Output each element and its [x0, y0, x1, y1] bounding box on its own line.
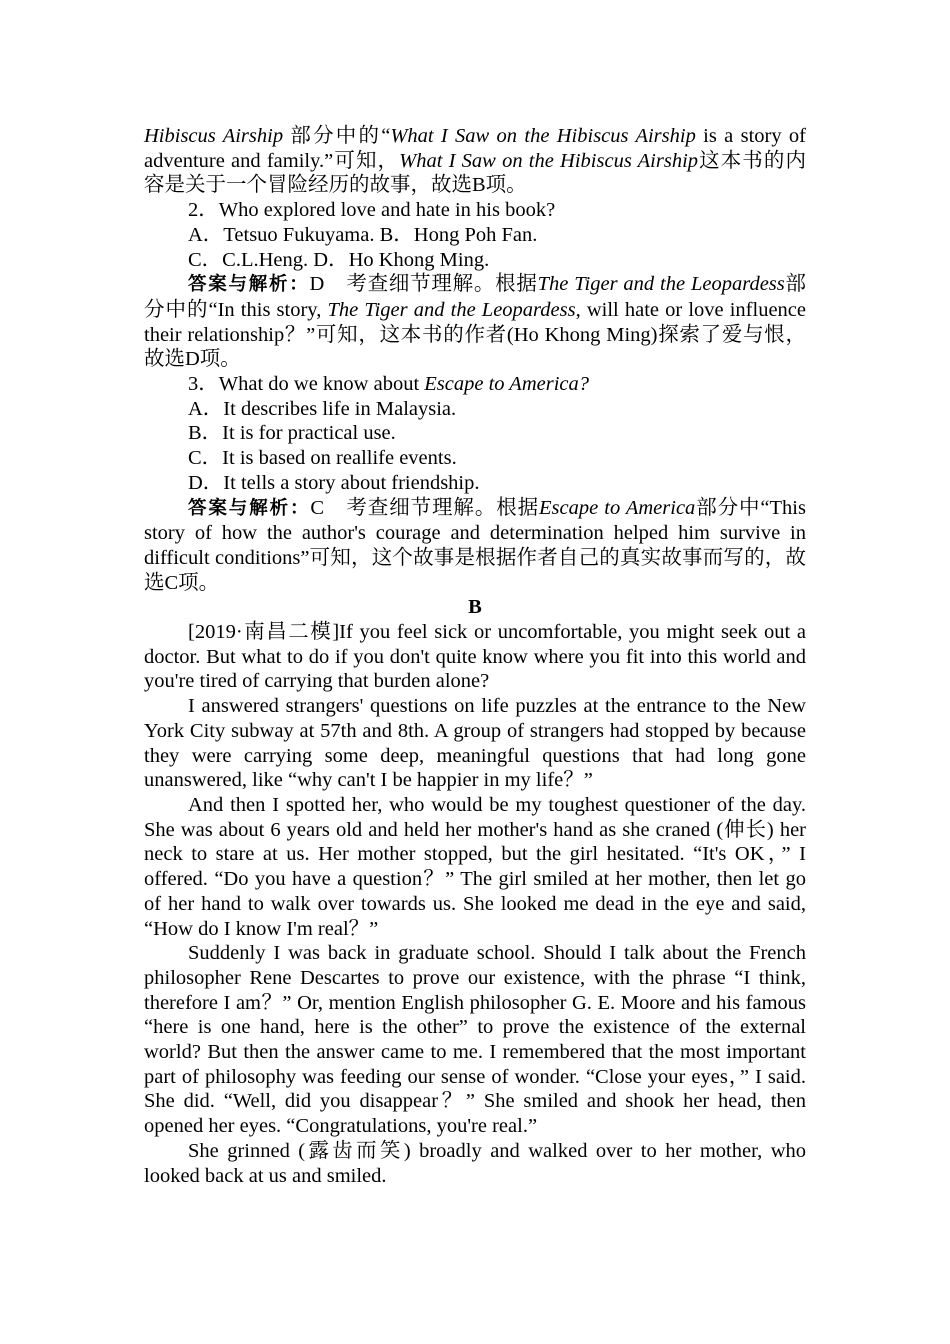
passage-paragraph: She grinned (露齿而笑) broadly and walked over to her mother, who looked back at us and smiled. — [144, 1139, 806, 1187]
answer-label: 答案与解析： — [188, 274, 310, 296]
question-3: 3．What do we know about Escape to America? — [188, 373, 590, 396]
book-title: The Tiger and the Leopardess — [537, 273, 785, 296]
passage-paragraph: And then I spotted her, who would be my toughest questioner of the day. She was about 6 years old and held her mother's hand as she craned (伸长) her neck to stare at us. Her mother stopped, but the girl hesitated. “It's OK，” I offered. “Do you have a question？” The girl smiled at her mother, then let go of her hand to walk over towards us. She looked me dead in the eye and said, “How do I know I'm real？” — [144, 793, 806, 940]
book-title: What I Saw on the Hibiscus Airship — [399, 149, 699, 172]
answer-explanation-1-continued: Hibiscus Airship 部分中的“What I Saw on the Hibiscus Airship is a story of adventure and family.”可知，What I Saw on the Hibiscus Airship这本书的内容是关于一个冒险经历的故事，故选B项。 — [144, 125, 806, 197]
passage-paragraph: [2019·南昌二模]If you feel sick or uncomfortable, you might seek out a doctor. But what to do if you don't quite know where you fit into this world and you're tired of carrying that burden alone? — [144, 621, 806, 693]
answer-explanation-3: 答案与解析：C 考查细节理解。根据Escape to America部分中“This story of how the author's courage and determination helped him survive in difficult conditions”可知，这个故事是根据作者自己的真实故事而写的，故选C项。 — [144, 496, 806, 594]
book-title: The Tiger and the Leopardess — [327, 298, 576, 321]
question-3-option-a: A．It describes life in Malaysia. — [188, 397, 457, 420]
answer-explanation-2: 答案与解析：D 考查细节理解。根据The Tiger and the Leopardess部分中的“In this story, The Tiger and the Leopardess, will hate or love influence their relationship？”可知，这本书的作者(Ho Khong Ming)探索了爱与恨，故选D项。 — [144, 273, 807, 371]
question-2-options-ab: A．Tetsuo Fukuyama. B．Hong Poh Fan. — [188, 223, 538, 246]
question-2-options-cd: C．C.L.Heng. D．Ho Khong Ming. — [188, 248, 490, 271]
question-3-option-d: D．It tells a story about friendship. — [188, 471, 480, 494]
book-title: What I Saw on the Hibiscus Airship — [390, 125, 696, 147]
question-3-option-c: C．It is based on reallife events. — [188, 447, 457, 470]
book-title: Hibiscus Airship — [144, 125, 284, 147]
question-2: 2．Who explored love and hate in his book? — [188, 199, 556, 222]
book-title: Escape to America? — [424, 373, 590, 396]
document-page — [144, 124, 806, 1188]
answer-label: 答案与解析： — [188, 497, 311, 519]
passage-paragraph: Suddenly I was back in graduate school. Should I talk about the French philosopher Rene Descartes to prove our existence, with the phrase “I think, therefore I am？” Or, mention English philosopher G. E. Moore and his famous “here is one hand, here is the other” to prove the existence of the external world? But then the answer came to me. I remembered that the most important part of philosophy was feeding our sense of wonder. “Close your eyes，” I said. She did. “Well, did you disappear？” She smiled and shook her head, then opened her eyes. “Congratulations, you're real.” — [144, 942, 806, 1138]
book-title: Escape to America — [539, 496, 696, 519]
section-title: B — [468, 596, 482, 619]
passage-paragraph: I answered strangers' questions on life puzzles at the entrance to the New York City subway at 57th and 8th. A group of strangers had stopped by because they were carrying some deep, meaningful questions that had long gone unanswered, like “why can't I be happier in my life？” — [144, 695, 806, 792]
question-3-option-b: B．It is for practical use. — [188, 422, 396, 445]
